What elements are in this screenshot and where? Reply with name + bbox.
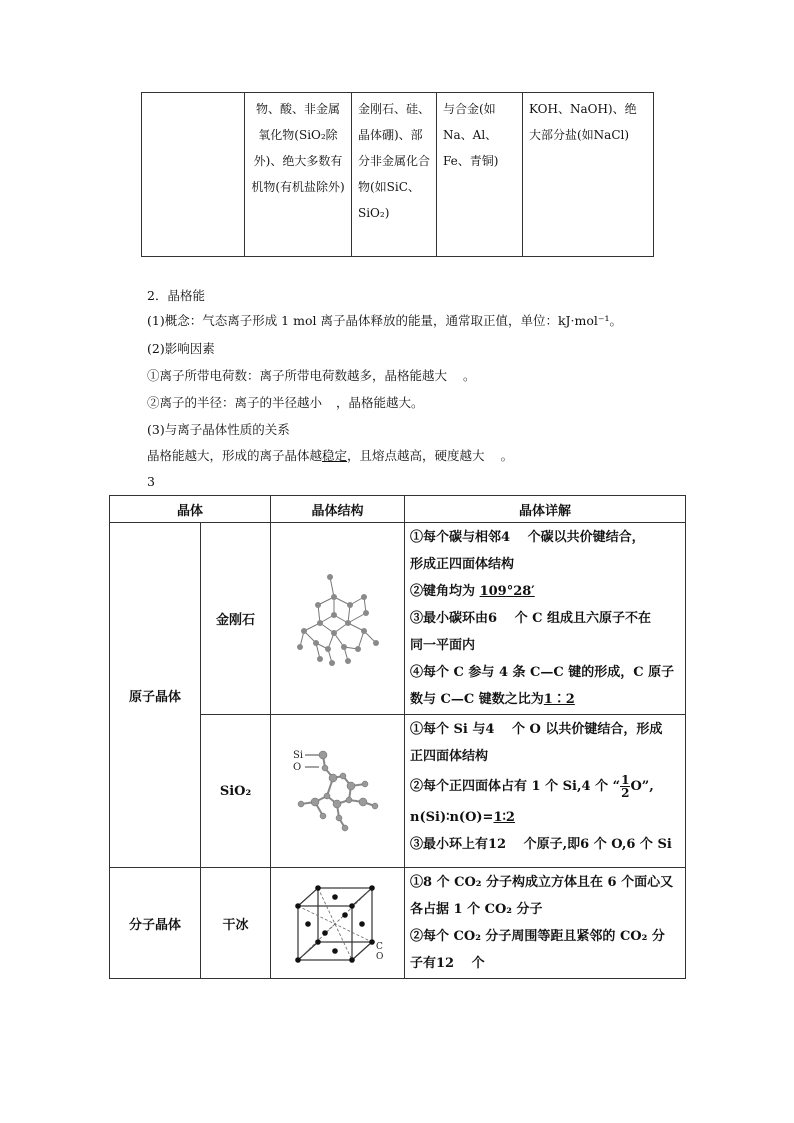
detail-text: 数与 C—C 键数之比为 — [410, 692, 544, 707]
answer-text: 越小 — [297, 395, 323, 410]
crystal-name: SiO₂ — [201, 715, 271, 868]
radius-line — [147, 393, 707, 411]
dry-ice-structure-figure — [271, 868, 405, 979]
fraction-denominator: 2 — [621, 786, 630, 800]
crystal-types-table — [141, 92, 654, 257]
figure-label: O — [375, 952, 383, 962]
column-header: 晶体详解 — [405, 496, 686, 523]
answer-text: 1∶2 — [543, 692, 575, 707]
figure-label: Si — [292, 750, 303, 761]
table-row — [142, 93, 654, 257]
table-cell: 与合金(如Na、Al、Fe、青铜) — [437, 93, 523, 257]
detail-line: 子有12 个 — [410, 956, 485, 971]
detail-line — [410, 770, 680, 804]
answer-text: 109°28′ — [479, 584, 535, 599]
table-row — [110, 868, 686, 979]
figure-label: C — [375, 942, 383, 952]
concept-line — [147, 311, 707, 329]
detail-line: ②每个 CO₂ 分子周围等距且紧邻的 CO₂ 分 — [410, 929, 665, 944]
detail-line: ①每个 Si 与4 个 O 以共价键结合，形成 — [410, 722, 663, 737]
concept-text: (1)概念：气态离子形成 1 mol 离子晶体释放的能量，通常取正值，单位： — [147, 313, 558, 328]
crystal-detail — [405, 523, 686, 715]
table-cell: KOH、NaOH)、绝大部分盐(如NaCl) — [523, 93, 654, 257]
relation-text: 晶格能越大，形成的离子晶体越 — [147, 448, 323, 463]
sio2-structure-figure — [271, 715, 405, 868]
detail-text: ②每个正四面体占有 1 个 Si,4 个 “ — [410, 779, 621, 794]
detail-line: ③最小环上有12 个原子,即6 个 O,6 个 Si — [410, 837, 672, 852]
answer-text: 越大 — [422, 368, 448, 383]
punctuation: 。 — [463, 368, 476, 383]
detail-line: ①8 个 CO₂ 分子构成立方体且在 6 个面心又 — [410, 875, 674, 890]
figure-label: O — [292, 762, 301, 773]
crystal-detail — [405, 868, 686, 979]
table-cell: 金刚石、硅、晶体硼)、部分非金属化合物(如SiC、SiO₂) — [352, 93, 437, 257]
diamond-structure-figure — [271, 523, 405, 715]
detail-line: 正四面体结构 — [410, 749, 489, 764]
crystal-detail — [405, 715, 686, 868]
detail-line: 同一平面内 — [410, 638, 476, 653]
table-row — [110, 523, 686, 715]
relation-line — [147, 446, 707, 464]
crystal-type: 分子晶体 — [110, 868, 201, 979]
detail-line: 形成正四面体结构 — [410, 557, 515, 572]
crystal-detail-table — [109, 495, 686, 979]
charge-text: ①离子所带电荷数：离子所带电荷数越多，晶格能 — [147, 368, 423, 383]
radius-text: ②离子的半径：离子的半径 — [147, 395, 298, 410]
detail-line: 各占据 1 个 CO₂ 分子 — [410, 902, 543, 917]
detail-line: ③最小碳环由6 个 C 组成且六原子不在 — [410, 611, 651, 626]
relation-heading: (3)与离子晶体性质的关系 — [147, 422, 290, 437]
table-cell — [142, 93, 245, 257]
table-cell: 物、酸、非金属氧化物(SiO₂除外)、绝大多数有机物(有机盐除外) — [245, 93, 352, 257]
crystal-type: 原子晶体 — [110, 523, 201, 868]
crystal-name: 金刚石 — [201, 523, 271, 715]
detail-text: O”, — [630, 779, 654, 794]
detail-text: n(Si)∶n(O)= — [410, 810, 494, 825]
detail-line — [410, 686, 680, 713]
punctuation: 。 — [500, 448, 514, 463]
detail-line: ①每个碳与相邻4 个碳以共价键结合， — [410, 530, 645, 545]
unit-text: kJ·mol⁻¹。 — [557, 313, 623, 328]
detail-text: ②键角均为 — [410, 584, 476, 599]
column-header: 晶体结构 — [271, 496, 405, 523]
column-header: 晶体 — [110, 496, 271, 523]
charge-line — [147, 366, 707, 384]
section-heading: 2．晶格能 — [147, 288, 205, 303]
section3-heading: 3 — [147, 474, 155, 489]
relation-text: ，且熔点越高，硬度 — [347, 448, 460, 463]
fraction — [620, 774, 630, 799]
answer-text: 1∶2 — [493, 810, 515, 825]
fraction-numerator: 1 — [621, 773, 630, 787]
detail-line — [410, 578, 680, 605]
radius-suffix: ，晶格能越大。 — [336, 395, 424, 410]
factors-heading: (2)影响因素 — [147, 341, 215, 356]
answer-text: 稳定 — [322, 448, 348, 463]
detail-line: ④每个 C 参与 4 条 C—C 键的形成，C 原子 — [410, 665, 675, 680]
table-header-row — [110, 496, 686, 523]
crystal-name: 干冰 — [201, 868, 271, 979]
answer-text: 越大 — [459, 448, 485, 463]
detail-line — [410, 804, 680, 831]
